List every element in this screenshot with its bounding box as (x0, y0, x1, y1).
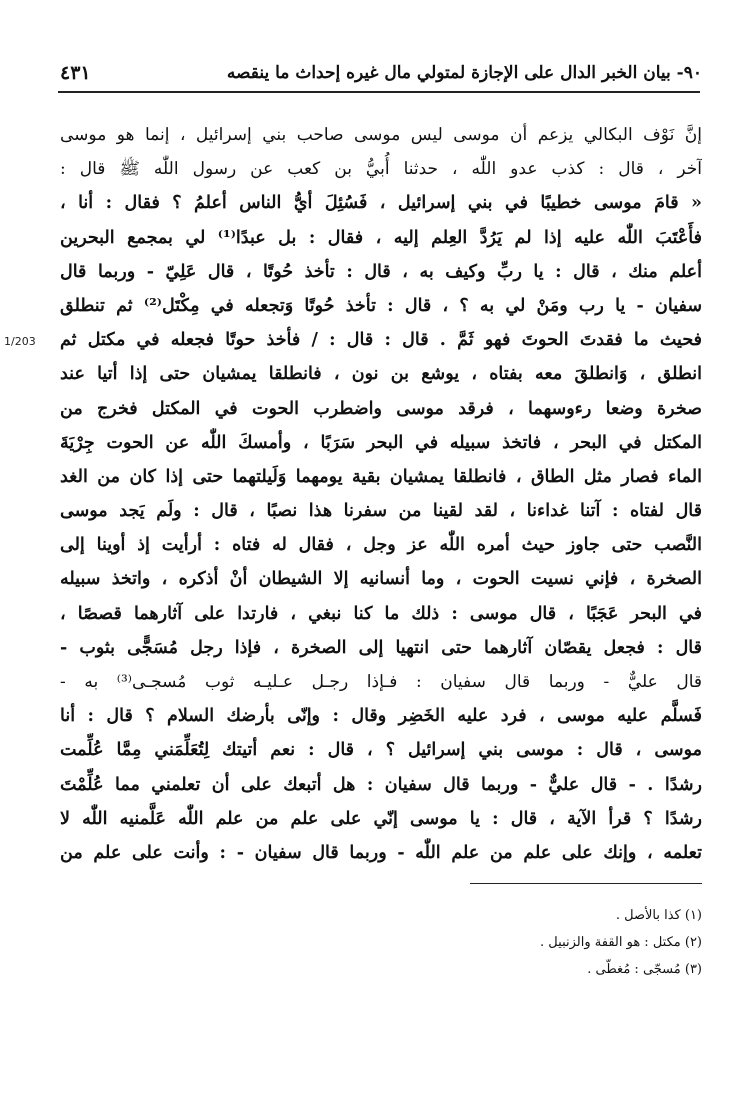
text-line: الماء فصار مثل الطاق ، فانطلقا يمشيان بقية يومهما وَلَيلتهما حتى إذا كان من الغد (60, 466, 702, 487)
text-line: قال : فجعل يقصّان آثارهما حتى انتهيا إلى الصخرة ، فإذا رجل مُسَجًّى بثوب - (60, 637, 702, 658)
footnotes (102, 902, 702, 983)
text-line: آخر ، قال : كذب عدو اللّٰه ، حدثنا أُبيُّ بن كعب عن رسول اللّٰه ﷺ قال : (60, 159, 702, 180)
page-header (60, 58, 702, 88)
text-line: فحيث ما فقدتَ الحوتَ فهو ثَمَّ . قال : قال : / فأخذ حوتًا فجعله في مكتل ثم (60, 330, 702, 351)
footnote: (١) كذا بالأصل . (615, 908, 702, 923)
margin-reference: 1/203 (4, 335, 36, 348)
text-line: سفيان - يا رب ومَنْ لي به ؟ ، قال : تأخذ حُوتًا وَتجعله في مِكْتَل⁽²⁾ ثم تنطلق (60, 295, 702, 316)
header-divider (58, 91, 700, 93)
text-line: رشدًا . - قال عليٌّ - وربما قال سفيان : هل أتبعك على أن تعلمني مما عُلِّمْتَ (60, 774, 702, 795)
text-line: صخرة وضعا رءوسهما ، فرقد موسى واضطرب الحوت في المكتل فخرج من (60, 398, 702, 419)
text-line: المكتل في البحر ، فاتخذ سبيله في البحر سَرَبًا ، وأمسكَ اللّٰه عن الحوت جِرْيَةَ (60, 432, 702, 453)
text-line: قال عليٌّ - وربما قال سفيان : فـإذا رجـل عـليـه ثوب مُسجـى⁽³⁾ به - (60, 672, 702, 692)
text-line: فأَعْتَبَ اللّٰه عليه إذا لم يَرُدَّ العِلم إليه ، فقال : بل عبدًا⁽¹⁾ لي بمجمع البحرين (60, 227, 702, 248)
text-line: في البحر عَجَبًا ، قال موسى : ذلك ما كنا نبغي ، فارتدا على آثارهما قصصًا ، (60, 603, 702, 624)
text-line: رشدًا ؟ قرأ الآية ، قال : يا موسى إنّي على علم من علم اللّٰه عَلَّمنيه اللّٰه لا (60, 808, 702, 829)
chapter-title: ٩٠- بيان الخبر الدال على الإجازة لمتولي مال غيره إحداث ما ينقصه (226, 63, 702, 83)
footnote: (٢) مكتل : هو القفة والزنبيل . (540, 935, 702, 950)
footnote: (٣) مُسجّى : مُغطّى . (587, 962, 702, 977)
text-line: تعلمه ، وإنك على علم من علم اللّٰه - وربما قال سفيان - : وأنت على علم من (60, 842, 702, 863)
text-line: موسى ، قال : موسى بني إسرائيل ؟ ، قال : نعم أتيتك لِتُعَلِّمَني مِمَّا عُلِّمت (60, 740, 702, 761)
text-line: « قامَ موسى خطيبًا في بني إسرائيل ، فَسُئِلَ أيُّ الناس أعلمُ ؟ فقال : أنا ، (60, 193, 702, 214)
text-line: فَسلَّم عليه موسى ، فرد عليه الخَضِر وقال : وإنّى بأرضك السلام ؟ قال : أنا (60, 706, 702, 727)
main-text (60, 118, 702, 870)
text-line: انطلق ، وَانطلقَ معه بفتاه ، يوشع بن نون ، فانطلقا يمشيان حتى إذا أتيا عند (60, 364, 702, 385)
footnote-divider (470, 883, 702, 884)
text-line: النَّصب حتى جاوز حيث أمره اللّٰه عز وجل ، فقال له فتاه : أرأيت إذ أوينا إلى (60, 535, 702, 556)
page-number: ٤٣١ (60, 62, 91, 84)
text-line: الصخرة ، فإني نسيت الحوت ، وما أنسانيه إلا الشيطان أنْ أذكره ، واتخذ سبيله (60, 569, 702, 590)
text-line: قال لفتاه : آتنا غداءنا ، لقد لقينا من سفرنا هذا نصبًا ، قال : ولَم يَجد موسى (60, 501, 702, 522)
text-line: أعلم منك ، قال : يا ربِّ وكيف به ، قال : تأخذ حُوتًا ، قال عَلِيّ - وربما قال (60, 261, 702, 282)
text-line: إنَّ نَوْف البكالي يزعم أن موسى ليس موسى صاحب بني إسرائيل ، إنما هو موسى (60, 125, 702, 145)
